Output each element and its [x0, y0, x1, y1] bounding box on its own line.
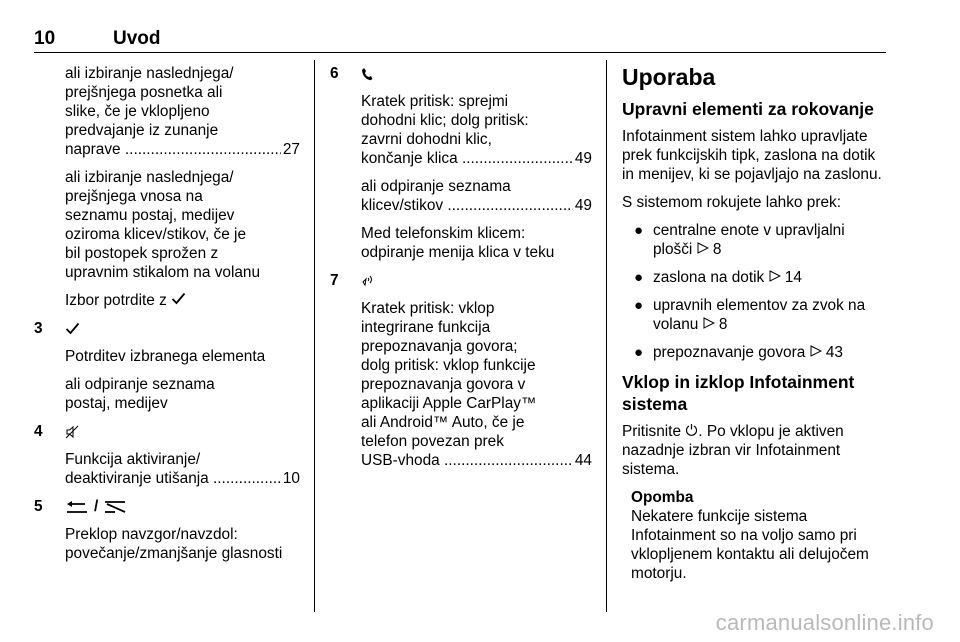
- checkmark-icon: [65, 322, 80, 335]
- column-2: [330, 64, 592, 479]
- item-7-leader: [361, 451, 592, 470]
- item-a-page-ref[interactable]: 27: [282, 141, 300, 158]
- item-6-alt-leader: [361, 196, 592, 215]
- mute-icon: [65, 425, 79, 439]
- item-5-header: [34, 497, 300, 516]
- list-item-text: zaslona na dotik: [653, 269, 765, 286]
- item-6-header: [330, 64, 592, 83]
- item-5-desc: Preklop navzgor/navzdol: povečanje/zmanjšanje glasnosti: [65, 526, 283, 562]
- item-6-number: 6: [330, 65, 339, 82]
- item-4-leader: [65, 469, 300, 488]
- power-text-b: . Po vklopu je aktiven nazadnje izbran vir Infotainment sistema.: [622, 423, 844, 478]
- page-reference-arrow-icon: [810, 345, 822, 357]
- list-intro: S sistemom rokujete lahko prek:: [622, 194, 841, 211]
- item-7-header: [330, 271, 592, 290]
- item-7-number: 7: [330, 272, 339, 289]
- item-6-alt-page-ref[interactable]: 49: [574, 197, 592, 214]
- column-divider-1: [314, 60, 315, 612]
- list-item: [622, 268, 890, 287]
- section-title: Uporaba: [622, 64, 716, 90]
- bullet-icon: ●: [634, 344, 644, 361]
- item-3-header: [34, 319, 300, 338]
- item-7-last: USB-vhoda .....: [361, 451, 573, 470]
- column-divider-2: [606, 60, 607, 612]
- phone-icon: [361, 67, 373, 81]
- page-reference-arrow-icon: [703, 317, 715, 329]
- intro-paragraph: Infotainment sistem lahko upravljate prek funkcijskih tipk, zaslona na dotik in menijev, ki se pojavljajo na zaslonu.: [622, 128, 882, 183]
- item-6-alt-text: ali odpiranje seznama: [361, 178, 511, 195]
- bullet-icon: ●: [634, 297, 644, 314]
- list-item-page-ref[interactable]: 8: [712, 241, 722, 258]
- item-3-number: 3: [34, 320, 43, 337]
- column-3: [622, 64, 890, 592]
- page-reference-arrow-icon: [769, 270, 781, 282]
- page-reference-arrow-icon: [697, 242, 709, 254]
- item-a: [34, 64, 300, 159]
- item-4-desc: Funkcija aktiviranje/: [65, 451, 201, 468]
- switch-down-icon: [103, 500, 127, 514]
- control-list: [622, 221, 890, 362]
- list-item: [622, 221, 890, 259]
- note-title: Opomba: [631, 489, 694, 506]
- item-c-text: Izbor potrdite z: [65, 292, 167, 309]
- item-a-text: ali izbiranje naslednjega/ prejšnjega posnetka ali slike, če je vklopljeno predvajanje iz zunanje: [65, 65, 234, 139]
- subsection-title: Upravni elementi za rokovanje: [622, 99, 874, 119]
- list-item: [622, 343, 890, 362]
- item-6-alt-last: klicev/stikov .....: [361, 196, 573, 215]
- item-b-text: ali izbiranje naslednjega/ prejšnjega vnosa na seznamu postaj, medijev oziroma klicev/stikov, če je bil postopek sprožen z upravnim stikalom na volanu: [65, 169, 261, 281]
- voice-recognition-icon: [361, 274, 375, 288]
- power-text-a: Pritisnite: [622, 423, 682, 440]
- item-a-leader: [65, 140, 300, 159]
- list-item-page-ref[interactable]: 8: [718, 316, 728, 333]
- list-item: [622, 296, 890, 334]
- item-4-last: deaktiviranje utišanja .....: [65, 469, 281, 488]
- item-6-call: Med telefonskim klicem: odpiranje menija klica v teku: [361, 225, 555, 261]
- list-item-page-ref[interactable]: 43: [825, 344, 843, 361]
- power-paragraph: [622, 422, 890, 479]
- page-number: 10: [34, 28, 56, 49]
- item-4-number: 4: [34, 423, 43, 440]
- bullet-icon: ●: [634, 222, 644, 239]
- item-3-desc: Potrditev izbranega elementa: [65, 348, 266, 365]
- list-item-text: prepoznavanje govora: [653, 344, 806, 361]
- bullet-icon: ●: [634, 269, 644, 286]
- list-item-page-ref[interactable]: 14: [784, 269, 802, 286]
- item-6-alt: [330, 177, 592, 215]
- item-7-desc: Kratek pritisk: vklop integrirane funkcija prepoznavanja govora; dolg pritisk: vklop funkcije prepoznavanja govora v aplikaciji Apple CarPlay™ ali Android™ Auto, če je telefon povezan prek: [361, 300, 537, 450]
- item-6-page-ref[interactable]: 49: [574, 150, 592, 167]
- item-5-separator: /: [94, 498, 99, 515]
- item-7-page-ref[interactable]: 44: [574, 452, 592, 469]
- item-7-body: [330, 299, 592, 470]
- list-item-text: upravnih elementov za zvok na volanu: [653, 297, 866, 333]
- item-4-body: [34, 450, 300, 488]
- item-3-alt: ali odpiranje seznama postaj, medijev: [65, 376, 215, 412]
- power-icon: [685, 423, 698, 436]
- page-title: Uvod: [113, 28, 161, 49]
- column-1: [34, 64, 300, 572]
- item-c: [34, 291, 300, 310]
- note-body: Nekatere funkcije sistema Infotainment so na voljo samo pri vklopljenem kontaktu ali delujočem motorju.: [631, 508, 869, 582]
- item-4-header: [34, 422, 300, 441]
- header-rule: [34, 52, 886, 53]
- watermark: carmanualsonline.info: [715, 610, 934, 635]
- item-6-last: končanje klica .....: [361, 149, 573, 168]
- item-6-desc: Kratek pritisk: sprejmi dohodni klic; dolg pritisk: zavrni dohodni klic,: [361, 93, 529, 148]
- list-item-text: centralne enote v upravljalni plošči: [653, 222, 845, 258]
- power-section-title: Vklop in izklop Infotainment sistema: [622, 372, 855, 414]
- item-5-number: 5: [34, 498, 43, 515]
- item-a-last: naprave .....: [65, 140, 281, 159]
- note-box: [622, 488, 890, 583]
- checkmark-icon: [171, 292, 186, 305]
- item-6-body: [330, 92, 592, 168]
- item-4-page-ref[interactable]: 10: [282, 470, 300, 487]
- item-6-leader: [361, 149, 592, 168]
- switch-up-icon: [65, 500, 89, 514]
